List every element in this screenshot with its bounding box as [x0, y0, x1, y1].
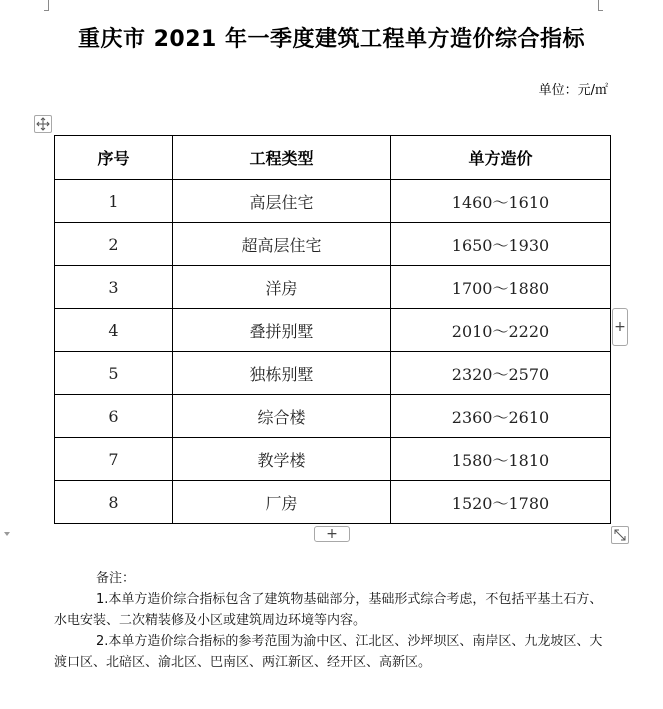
- cell-serial-number[interactable]: 5: [55, 352, 173, 395]
- add-column-button[interactable]: +: [612, 308, 628, 346]
- note-item: 1.本单方造价综合指标包含了建筑物基础部分，基础形式综合考虑，不包括平基土石方、水电安装、二次精装修及小区或建筑周边环境等内容。: [54, 592, 603, 628]
- table-resize-handle[interactable]: [611, 526, 629, 544]
- cell-unit-cost[interactable]: 1460～1610: [391, 180, 611, 223]
- header-project-type: 工程类型: [173, 136, 391, 180]
- note-item: 2.本单方造价综合指标的参考范围为渝中区、江北区、沙坪坝区、南岸区、九龙坡区、大渡口区、北碚区、渝北区、巴南区、两江新区、经开区、高新区。: [54, 634, 603, 670]
- cell-serial-number[interactable]: 1: [55, 180, 173, 223]
- cell-project-type[interactable]: 洋房: [173, 266, 391, 309]
- table-row: [55, 395, 611, 438]
- table-row: [55, 352, 611, 395]
- cell-serial-number[interactable]: 3: [55, 266, 173, 309]
- document-title: 重庆市 2021 年一季度建筑工程单方造价综合指标: [77, 27, 586, 52]
- price-index-table: [54, 135, 611, 524]
- cell-project-type[interactable]: 叠拼别墅: [173, 309, 391, 352]
- cell-serial-number[interactable]: 6: [55, 395, 173, 438]
- notes-section: [54, 568, 614, 673]
- cell-project-type[interactable]: 独栋别墅: [173, 352, 391, 395]
- cell-project-type[interactable]: 超高层住宅: [173, 223, 391, 266]
- notes-heading: 备注：: [96, 571, 136, 586]
- table-row: [55, 266, 611, 309]
- cell-project-type[interactable]: 综合楼: [173, 395, 391, 438]
- cell-serial-number[interactable]: 4: [55, 309, 173, 352]
- cell-unit-cost[interactable]: 1700～1880: [391, 266, 611, 309]
- cell-unit-cost[interactable]: 2320～2570: [391, 352, 611, 395]
- table-move-handle[interactable]: [34, 115, 52, 133]
- move-arrows-icon: [36, 117, 50, 131]
- table-row: [55, 438, 611, 481]
- cell-unit-cost[interactable]: 2360～2610: [391, 395, 611, 438]
- cell-unit-cost[interactable]: 1650～1930: [391, 223, 611, 266]
- cell-serial-number[interactable]: 2: [55, 223, 173, 266]
- table-row: [55, 180, 611, 223]
- cell-unit-cost[interactable]: 1580～1810: [391, 438, 611, 481]
- cell-serial-number[interactable]: 7: [55, 438, 173, 481]
- table-row: [55, 309, 611, 352]
- cell-serial-number[interactable]: 8: [55, 481, 173, 524]
- cell-project-type[interactable]: 厂房: [173, 481, 391, 524]
- cell-project-type[interactable]: 高层住宅: [173, 180, 391, 223]
- table-header-row: [55, 136, 611, 180]
- header-unit-cost: 单方造价: [391, 136, 611, 180]
- table-row: [55, 481, 611, 524]
- cell-unit-cost[interactable]: 1520～1780: [391, 481, 611, 524]
- cell-unit-cost[interactable]: 2010～2220: [391, 309, 611, 352]
- resize-diagonal-icon: [612, 527, 628, 543]
- page-corner-mark-left: [44, 0, 49, 11]
- page-corner-mark-right: [598, 0, 603, 11]
- add-row-button[interactable]: +: [314, 526, 350, 542]
- header-serial-number: 序号: [55, 136, 173, 180]
- cell-project-type[interactable]: 教学楼: [173, 438, 391, 481]
- unit-label: 单位：元/㎡: [538, 83, 608, 98]
- paragraph-marker-icon: [4, 532, 10, 536]
- table-row: [55, 223, 611, 266]
